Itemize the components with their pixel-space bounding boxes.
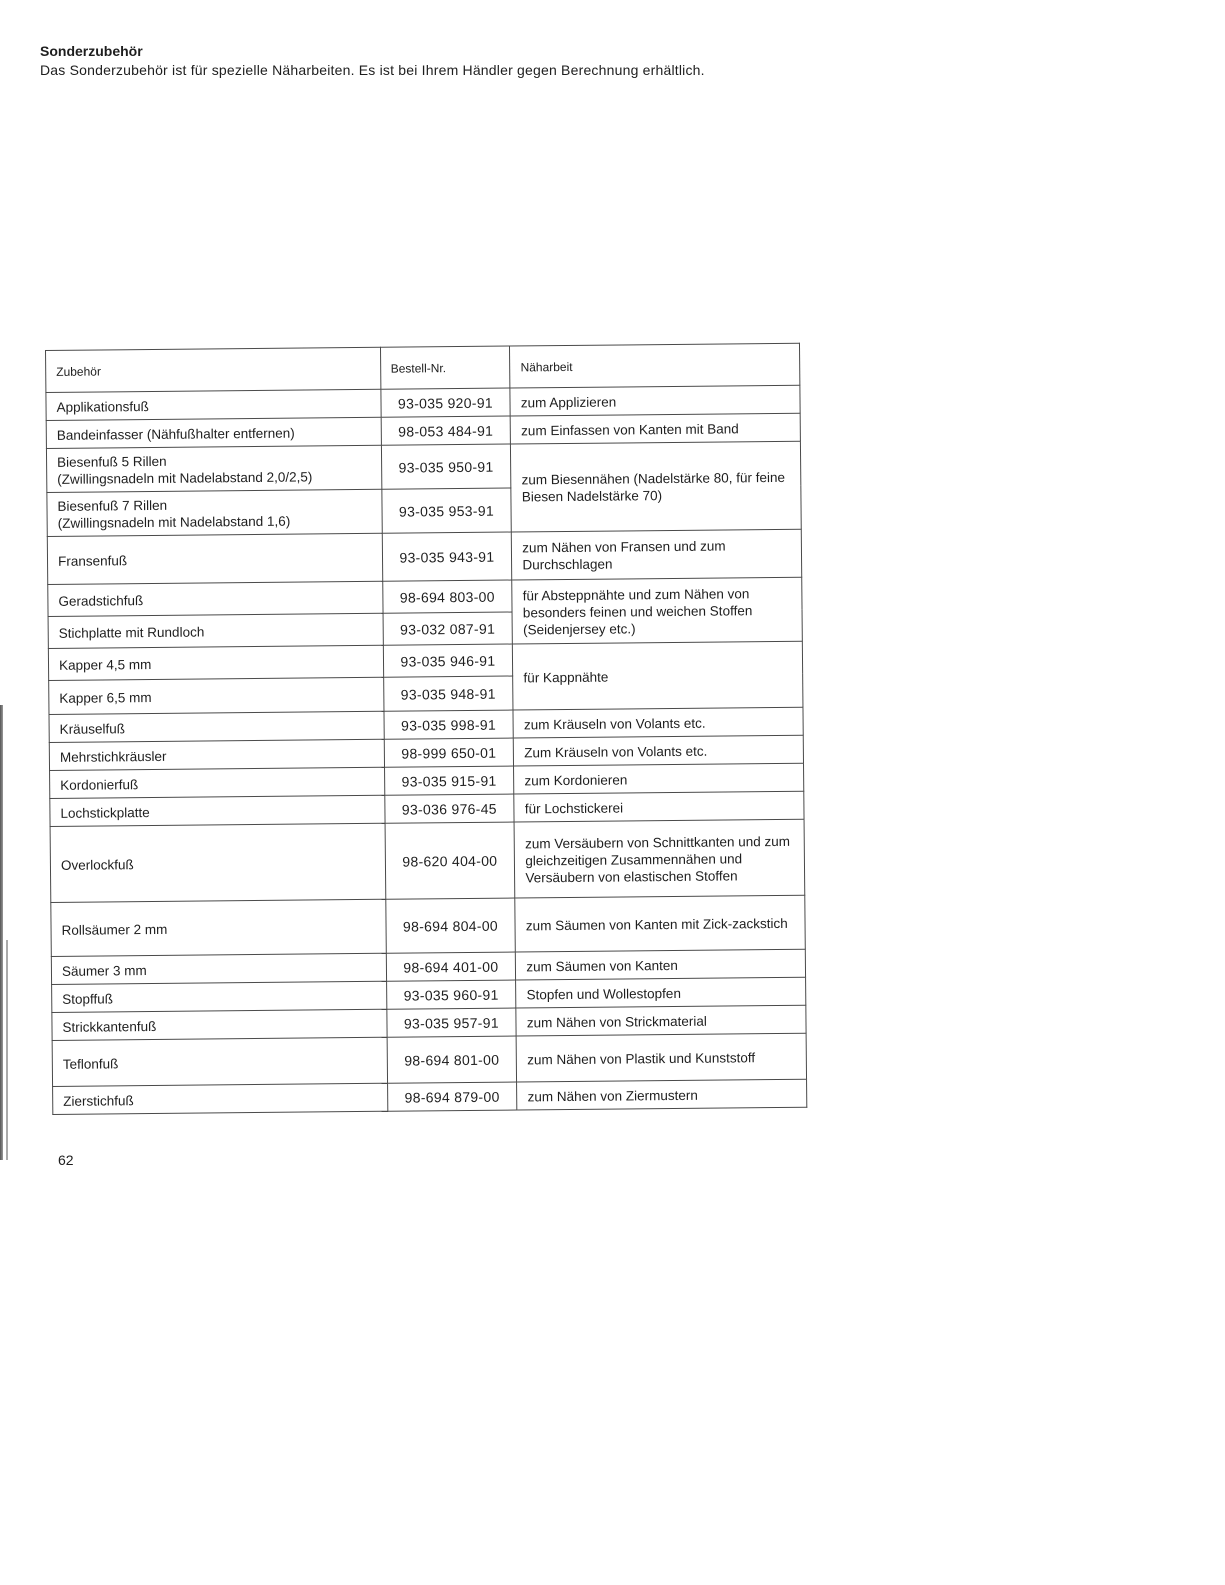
order-number-cell: 98-053 484-91 [381,416,511,445]
table-header-row [46,343,800,392]
header-zubehoer: Zubehör [46,347,381,392]
table-row [51,895,805,956]
work-cell: Stopfen und Wollestopfen [516,977,806,1008]
item-cell: Overlockfuß [50,823,385,902]
table-row [47,529,801,584]
item-cell: Kordonierfuß [50,767,385,798]
accessory-table [45,343,807,1115]
item-cell: Kräuselfuß [49,711,384,742]
table-row [48,577,802,616]
order-number-cell: 93-032 087-91 [383,612,513,645]
item-cell: Stopffuß [52,981,387,1012]
item-cell: Lochstickplatte [50,795,385,826]
work-cell: zum Versäubern von Schnittkanten und zum gleichzeitigen Zusammennähen und Versäubern von elastischen Stoffen [514,819,804,898]
work-cell: zum Säumen von Kanten [516,949,806,980]
header-naeharbeit: Näharbeit [510,343,800,388]
item-cell: Bandeinfasser (Nähfußhalter entfernen) [46,417,381,448]
item-note: (Zwillingsnadeln mit Nadelabstand 1,6) [57,513,291,531]
table-row [50,819,805,902]
intro-text: Das Sonderzubehör ist für spezielle Näharbeiten. Es ist bei Ihrem Händler gegen Berechnung erhältlich. [40,62,705,78]
order-number-cell: 93-035 946-91 [383,644,513,677]
item-cell: Stichplatte mit Rundloch [48,613,383,648]
order-number-cell: 93-035 948-91 [383,676,513,711]
work-cell: zum Nähen von Strickmaterial [516,1005,806,1036]
order-number-cell: 93-035 950-91 [381,444,511,489]
header-bestell-nr: Bestell-Nr. [380,346,510,389]
section-heading: Sonderzubehör [40,43,143,59]
scan-binding-shadow [0,705,3,1160]
order-number-cell: 93-035 953-91 [381,488,511,533]
order-number-cell: 93-035 915-91 [384,766,514,795]
item-cell: Rollsäumer 2 mm [51,899,386,956]
table-row [46,441,800,492]
work-cell: zum Nähen von Ziermustern [517,1079,807,1110]
scan-binding-shadow-inner [6,940,8,1160]
item-cell: Applikationsfuß [46,389,381,420]
item-name: Biesenfuß 5 Rillen [57,453,167,470]
item-note: (Zwillingsnadeln mit Nadelabstand 2,0/2,5) [57,469,313,487]
order-number-cell: 98-694 401-00 [386,952,516,981]
order-number-cell: 93-035 920-91 [380,388,510,417]
work-cell: zum Säumen von Kanten mit Zick-zackstich [515,895,805,952]
order-number-cell: 98-694 879-00 [387,1082,517,1111]
table-row [48,641,802,680]
order-number-cell: 93-036 976-45 [384,794,514,823]
item-cell: Zierstichfuß [53,1083,388,1114]
table-row [53,1079,807,1114]
item-cell: Kapper 6,5 mm [49,677,384,714]
work-cell: zum Kordonieren [514,763,804,794]
item-name: Biesenfuß 7 Rillen [57,497,168,514]
item-cell: Mehrstichkräusler [49,739,384,770]
item-cell [47,489,382,536]
order-number-cell: 93-035 957-91 [386,1008,516,1037]
item-cell: Säumer 3 mm [51,953,386,984]
order-number-cell: 93-035 943-91 [382,532,512,581]
item-cell: Teflonfuß [52,1037,387,1086]
accessory-table-wrapper [45,343,807,1115]
item-cell: Geradstichfuß [48,581,383,616]
order-number-cell: 98-694 804-00 [385,898,515,953]
page-number: 62 [58,1152,74,1168]
item-cell: Fransenfuß [47,533,382,584]
work-cell: zum Applizieren [510,385,800,416]
item-cell: Kapper 4,5 mm [48,645,383,680]
item-cell: Strickkantenfuß [52,1009,387,1040]
order-number-cell: 98-620 404-00 [385,822,516,899]
work-cell: zum Biesennähen (Nadelstärke 80, für feine Biesen Nadelstärke 70) [511,441,801,532]
work-cell: zum Einfassen von Kanten mit Band [510,413,800,444]
work-cell: für Kappnähte [513,641,803,710]
work-cell: für Lochstickerei [514,791,804,822]
work-cell: zum Nähen von Fransen und zum Durchschlagen [512,529,802,580]
order-number-cell: 93-035 960-91 [386,980,516,1009]
order-number-cell: 93-035 998-91 [383,710,513,739]
item-cell [46,445,381,492]
work-cell: zum Kräuseln von Volants etc. [513,707,803,738]
order-number-cell: 98-694 803-00 [382,580,512,613]
order-number-cell: 98-694 801-00 [387,1036,517,1083]
order-number-cell: 98-999 650-01 [384,738,514,767]
work-cell: zum Nähen von Plastik und Kunststoff [516,1033,806,1082]
work-cell: für Absteppnähte und zum Nähen von besonders feinen und weichen Stoffen (Seidenjersey etc.) [512,577,802,644]
work-cell: Zum Kräuseln von Volants etc. [514,735,804,766]
table-row [52,1033,806,1086]
